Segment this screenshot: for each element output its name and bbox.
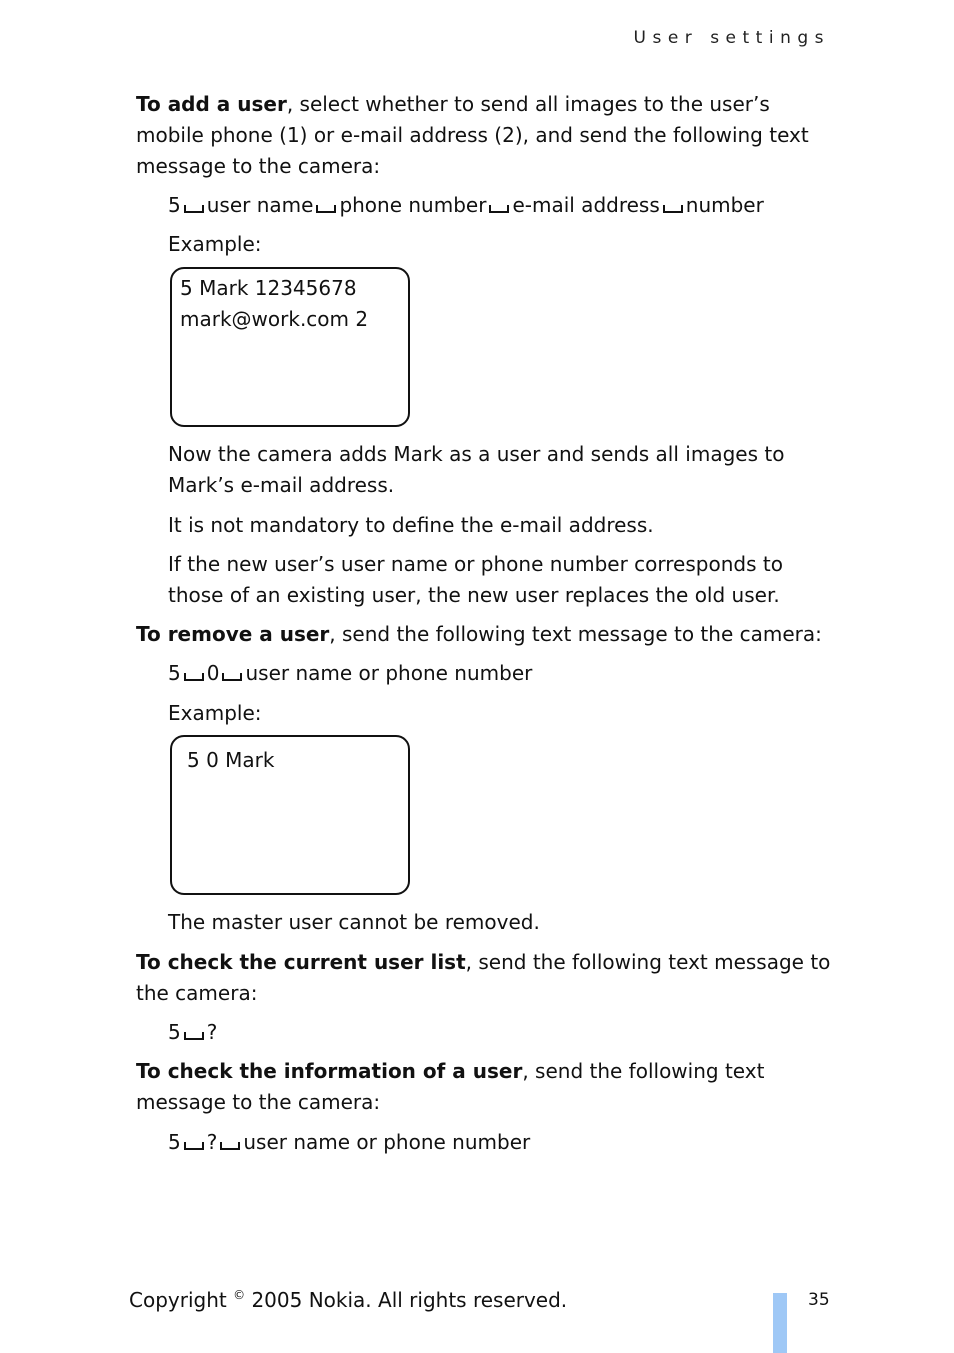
check-info-text: , send the following text message to the camera: [136,1059,765,1114]
page-number: 35 [808,1290,830,1310]
space-symbol-icon [184,205,204,213]
space-symbol-icon [663,205,683,213]
syntax-token: number [685,193,764,217]
check-list-text: , send the following text message to the camera: [136,950,831,1005]
example-line-1: 5 Mark 12345678 [180,276,357,300]
example-line-1: 5 0 Mark [187,748,275,772]
copyright-footer [129,1288,567,1312]
check-info-lead: To check the information of a user [136,1059,523,1083]
remove-user-paragraph [136,619,836,650]
check-list-syntax [168,1017,836,1048]
check-list-paragraph [136,947,836,1009]
space-symbol-icon [222,673,242,681]
add-user-example-label: Example: [168,232,262,256]
running-header: User settings [633,28,830,48]
space-symbol-icon [316,205,336,213]
space-symbol-icon [184,1142,204,1150]
remove-user-note: The master user cannot be removed. [168,910,540,934]
add-user-paragraph [136,89,836,182]
syntax-token: 5 [168,193,181,217]
add-user-syntax [168,190,836,221]
space-symbol-icon [184,1032,204,1040]
copyright-symbol: © [233,1288,246,1302]
check-info-paragraph [136,1056,836,1118]
syntax-token: e-mail address [512,193,660,217]
copyright-post: 2005 Nokia. All rights reserved. [251,1288,568,1312]
syntax-token: user name or phone number [243,1130,531,1154]
syntax-token: 0 [206,661,220,685]
syntax-token: user name [206,193,314,217]
syntax-token: phone number [339,193,487,217]
remove-user-syntax [168,658,836,689]
check-info-syntax [168,1127,836,1158]
add-user-note-1: Now the camera adds Mark as a user and sends all images to Mark’s e-mail address. [168,442,785,497]
remove-user-example-screen [170,735,410,895]
space-symbol-icon [220,1142,240,1150]
remove-user-text: , send the following text message to the camera: [329,622,822,646]
add-user-lead: To add a user [136,92,287,116]
copyright-pre: Copyright [129,1288,227,1312]
add-user-text: , select whether to send all images to the user’s mobile phone (1) or e-mail address (2), and send the following text message to the camera: [136,92,809,178]
space-symbol-icon [489,205,509,213]
example-line-2: mark@work.com 2 [180,307,369,331]
remove-user-lead: To remove a user [136,622,330,646]
space-symbol-icon [184,673,204,681]
syntax-token: ? [206,1130,218,1154]
syntax-token: ? [206,1020,218,1044]
remove-user-example-label: Example: [168,701,262,725]
check-list-lead: To check the current user list [136,950,466,974]
add-user-note-3: If the new user’s user name or phone number corresponds to those of an existing user, the new user replaces the old user. [168,552,783,607]
syntax-token: 5 [168,1020,181,1044]
page-tab-marker [773,1293,787,1353]
add-user-note-2: It is not mandatory to define the e-mail address. [168,513,654,537]
add-user-example-screen [170,267,410,427]
syntax-token: 5 [168,661,181,685]
syntax-token: user name or phone number [245,661,533,685]
syntax-token: 5 [168,1130,181,1154]
